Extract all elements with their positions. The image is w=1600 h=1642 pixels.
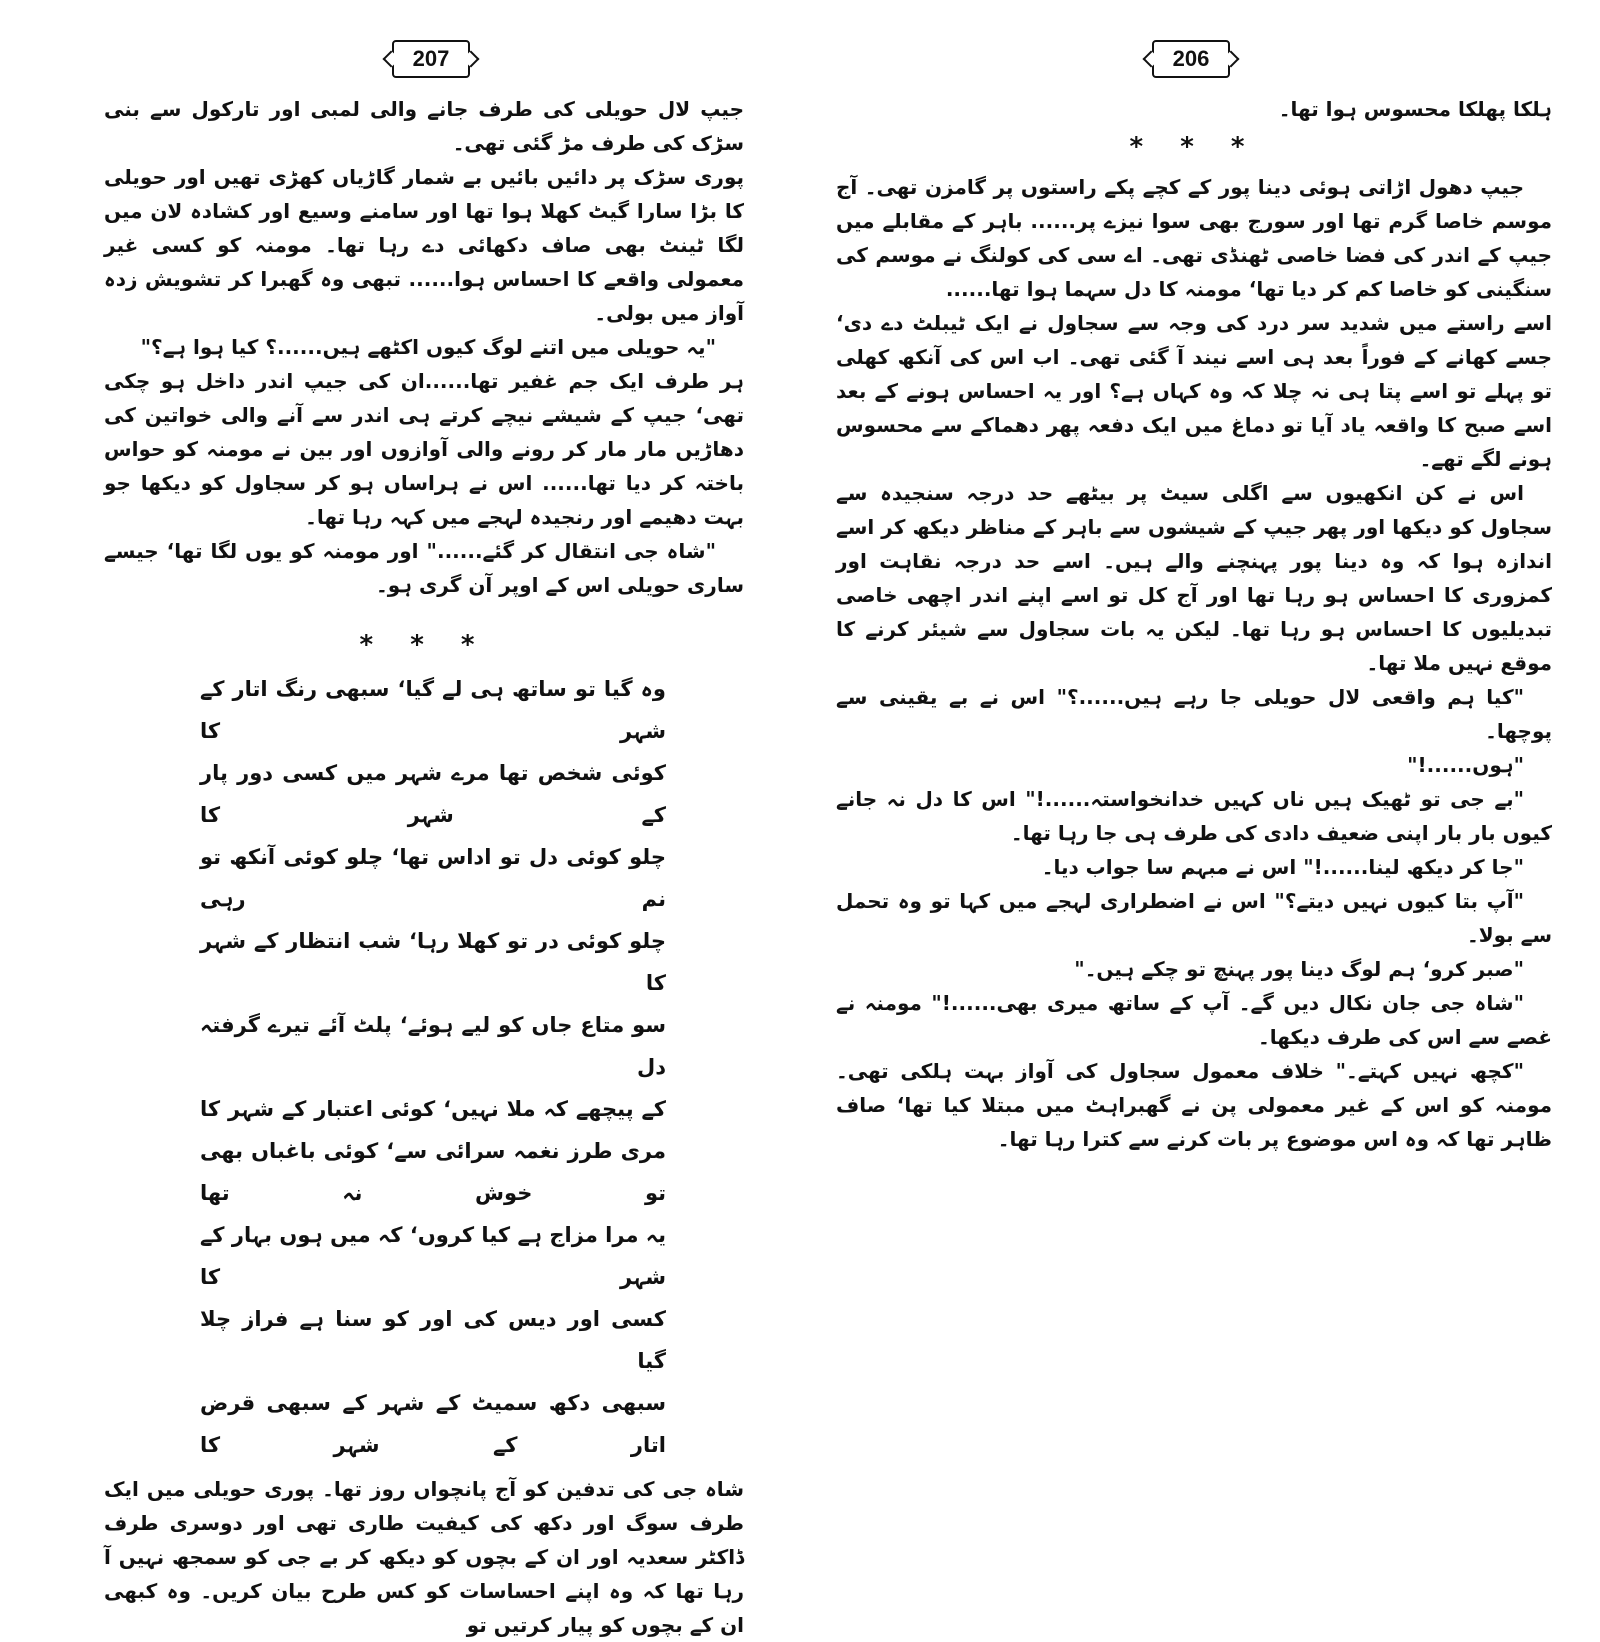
dialogue-line: "جا کر دیکھ لینا......!" اس نے مبہم سا جواب دیا۔ xyxy=(1041,855,1524,879)
poem-line: کسی اور دیس کی اور کو سنا ہے فراز چلا گیا xyxy=(200,1307,666,1373)
paragraph: شاہ جی کی تدفین کو آج پانچواں روز تھا۔ پوری حویلی میں ایک طرف سوگ اور دکھ کی کیفیت طاری تھی اور دوسری طرف ڈاکٹر سعدیہ اور ان کے بچوں کو دیکھ کر بے جی کو سمجھ نہیں آ رہا تھا کہ وہ اپنے احساسات کو کس طرح بیان کریں۔ وہ کبھی ان کے بچوں کو پیار کرتیں تو xyxy=(104,1477,744,1637)
paragraph: اس نے کن انکھیوں سے اگلی سیٹ پر بیٹھے حد درجہ سنجیدہ سے سجاول کو دیکھا اور پھر جیپ کے شیشوں سے باہر کے مناظر دیکھ کر اسے اندازہ ہوا کہ وہ دینا پور پہنچنے والے ہیں۔ اسے حد درجہ نقاہت اور کمزوری کا احساس ہو رہا تھا اور آج کل تو اسے اپنے اندر اچھی خاصی تبدیلیوں کا احساس ہو رہا تھا۔ لیکن یہ بات سجاول سے شیئر کرنے کا موقع نہیں ملا تھا۔ xyxy=(836,481,1552,675)
poem-line: کوئی شخص تھا مرے شہر میں کسی دور پار کے شہر کا xyxy=(200,761,666,827)
dialogue-line: "کچھ نہیں کہتے۔" خلاف معمول سجاول کی آواز بہت ہلکی تھی۔ مومنہ کو اس کے غیر معمولی پن نے گھبراہٹ میں مبتلا کیا تھا‘ صاف ظاہر تھا کہ وہ اس موضوع پر بات کرنے سے کترا رہا تھا۔ xyxy=(836,1059,1552,1151)
poem-line: چلو کوئی در تو کھلا رہا‘ شب انتظار کے شہر کا xyxy=(200,929,666,995)
paragraph: جیپ لال حویلی کی طرف جانے والی لمبی اور تارکول سے بنی سڑک کی طرف مڑ گئی تھی۔ xyxy=(104,97,744,155)
dialogue-line: "شاہ جی جان نکال دیں گے۔ آپ کے ساتھ میری بھی......!" مومنہ نے غصے سے اس کی طرف دیکھا۔ xyxy=(836,991,1552,1049)
poem xyxy=(200,668,666,1466)
poem-line: چلو کوئی دل تو اداس تھا‘ چلو کوئی آنکھ تو نم رہی xyxy=(200,845,666,911)
poem-line: مری طرز نغمہ سرائی سے‘ کوئی باغباں بھی تو خوش نہ تھا xyxy=(200,1139,666,1205)
paragraph: ہر طرف ایک جم غفیر تھا......ان کی جیپ اندر داخل ہو چکی تھی‘ جیپ کے شیشے نیچے کرتے ہی اندر سے آنے والی خواتین کی دھاڑیں مار مار کر رونے والی آوازوں اور بین نے مومنہ کو حواس باختہ کر دیا تھا...... اس نے ہراساں ہو کر سجاول کو دیکھا جو بہت دھیمے اور رنجیدہ لہجے میں کہہ رہا تھا۔ xyxy=(104,369,744,529)
poem-line: سو متاع جاں کو لیے ہوئے‘ پلٹ آئے تیرے گرفتہ دل xyxy=(200,1013,666,1079)
poem-line: کے پیچھے کہ ملا نہیں‘ کوئی اعتبار کے شہر کا xyxy=(200,1097,666,1121)
left-page-text xyxy=(104,92,744,1642)
section-spacer xyxy=(104,602,744,624)
poem-line: وہ گیا تو ساتھ ہی لے گیا‘ سبھی رنگ اتار کے شہر کا xyxy=(200,677,666,743)
section-break-stars: * * * xyxy=(359,630,489,660)
dialogue-line: "کیا ہم واقعی لال حویلی جا رہے ہیں......؟" اس نے بے یقینی سے پوچھا۔ xyxy=(836,685,1552,743)
dialogue-line: "بے جی تو ٹھیک ہیں ناں کہیں خدانخواستہ......!" اس کا دل نہ جانے کیوں بار بار اپنی ضعیف دادی کی طرف ہی جا رہا تھا۔ xyxy=(836,787,1552,845)
opening-line: ہلکا پھلکا محسوس ہوا تھا۔ xyxy=(1278,97,1552,121)
poem-line: سبھی دکھ سمیٹ کے شہر کے سبھی قرض اتار کے شہر کا xyxy=(200,1391,666,1457)
section-break-stars: * * * xyxy=(1129,132,1259,162)
page-number-badge: 206 xyxy=(1152,40,1230,78)
page-number-badge: 207 xyxy=(392,40,470,78)
dialogue-line: "شاہ جی انتقال کر گئے......" اور مومنہ کو یوں لگا تھا‘ جیسے ساری حویلی اس کے اوپر آن گری ہو۔ xyxy=(104,539,744,597)
dialogue-line: "ہوں......!" xyxy=(1407,753,1524,777)
dialogue-line: "صبر کرو‘ ہم لوگ دینا پور پہنچ تو چکے ہیں۔" xyxy=(1074,957,1524,981)
page-number-left xyxy=(392,40,470,78)
page-number-right xyxy=(1152,40,1230,78)
right-page-text xyxy=(836,92,1552,1156)
paragraph: پوری سڑک پر دائیں بائیں بے شمار گاڑیاں کھڑی تھیں اور حویلی کا بڑا سارا گیٹ کھلا ہوا تھا اور سامنے وسیع اور کشادہ لان میں لگا ٹینٹ بھی صاف دکھائی دے رہا تھا۔ مومنہ کو کسی غیر معمولی واقعے کا احساس ہوا...... تبھی وہ گھبرا کر تشویش زدہ آواز میں بولی۔ xyxy=(104,165,744,325)
paragraph: جیپ دھول اڑاتی ہوئی دینا پور کے کچے پکے راستوں پر گامزن تھی۔ آج موسم خاصا گرم تھا اور سورج بھی سوا نیزے پر...... باہر کے مقابلے میں جیپ کے اندر کی فضا خاصی ٹھنڈی تھی۔ اے سی کی کولنگ نے موسم کی سنگینی کو خاصا کم کر دیا تھا‘ مومنہ کا دل سہما ہوا تھا...... xyxy=(836,175,1552,301)
right-page xyxy=(790,0,1600,1382)
dialogue-line: "یہ حویلی میں اتنے لوگ کیوں اکٹھے ہیں......؟ کیا ہوا ہے؟" xyxy=(140,335,716,359)
paragraph: اسے راستے میں شدید سر درد کی وجہ سے سجاول نے ایک ٹیبلٹ دے دی‘ جسے کھانے کے فوراً بعد ہی اسے نیند آ گئی تھی۔ اب اس کی آنکھ کھلی تو پہلے تو اسے پتا ہی نہ چلا کہ وہ کہاں ہے؟ اور یہ احساس ہونے کے بعد اسے صبح کا واقعہ یاد آیا تو دماغ میں ایک دفعہ پھر دھماکے سے محسوس ہونے لگے تھے۔ xyxy=(836,311,1552,471)
dialogue-line: "آپ بتا کیوں نہیں دیتے؟" اس نے اضطراری لہجے میں کہا تو وہ تحمل سے بولا۔ xyxy=(836,889,1552,947)
poem-line: یہ مرا مزاج ہے کیا کروں‘ کہ میں ہوں بہار کے شہر کا xyxy=(200,1223,666,1289)
left-page xyxy=(0,0,790,1637)
